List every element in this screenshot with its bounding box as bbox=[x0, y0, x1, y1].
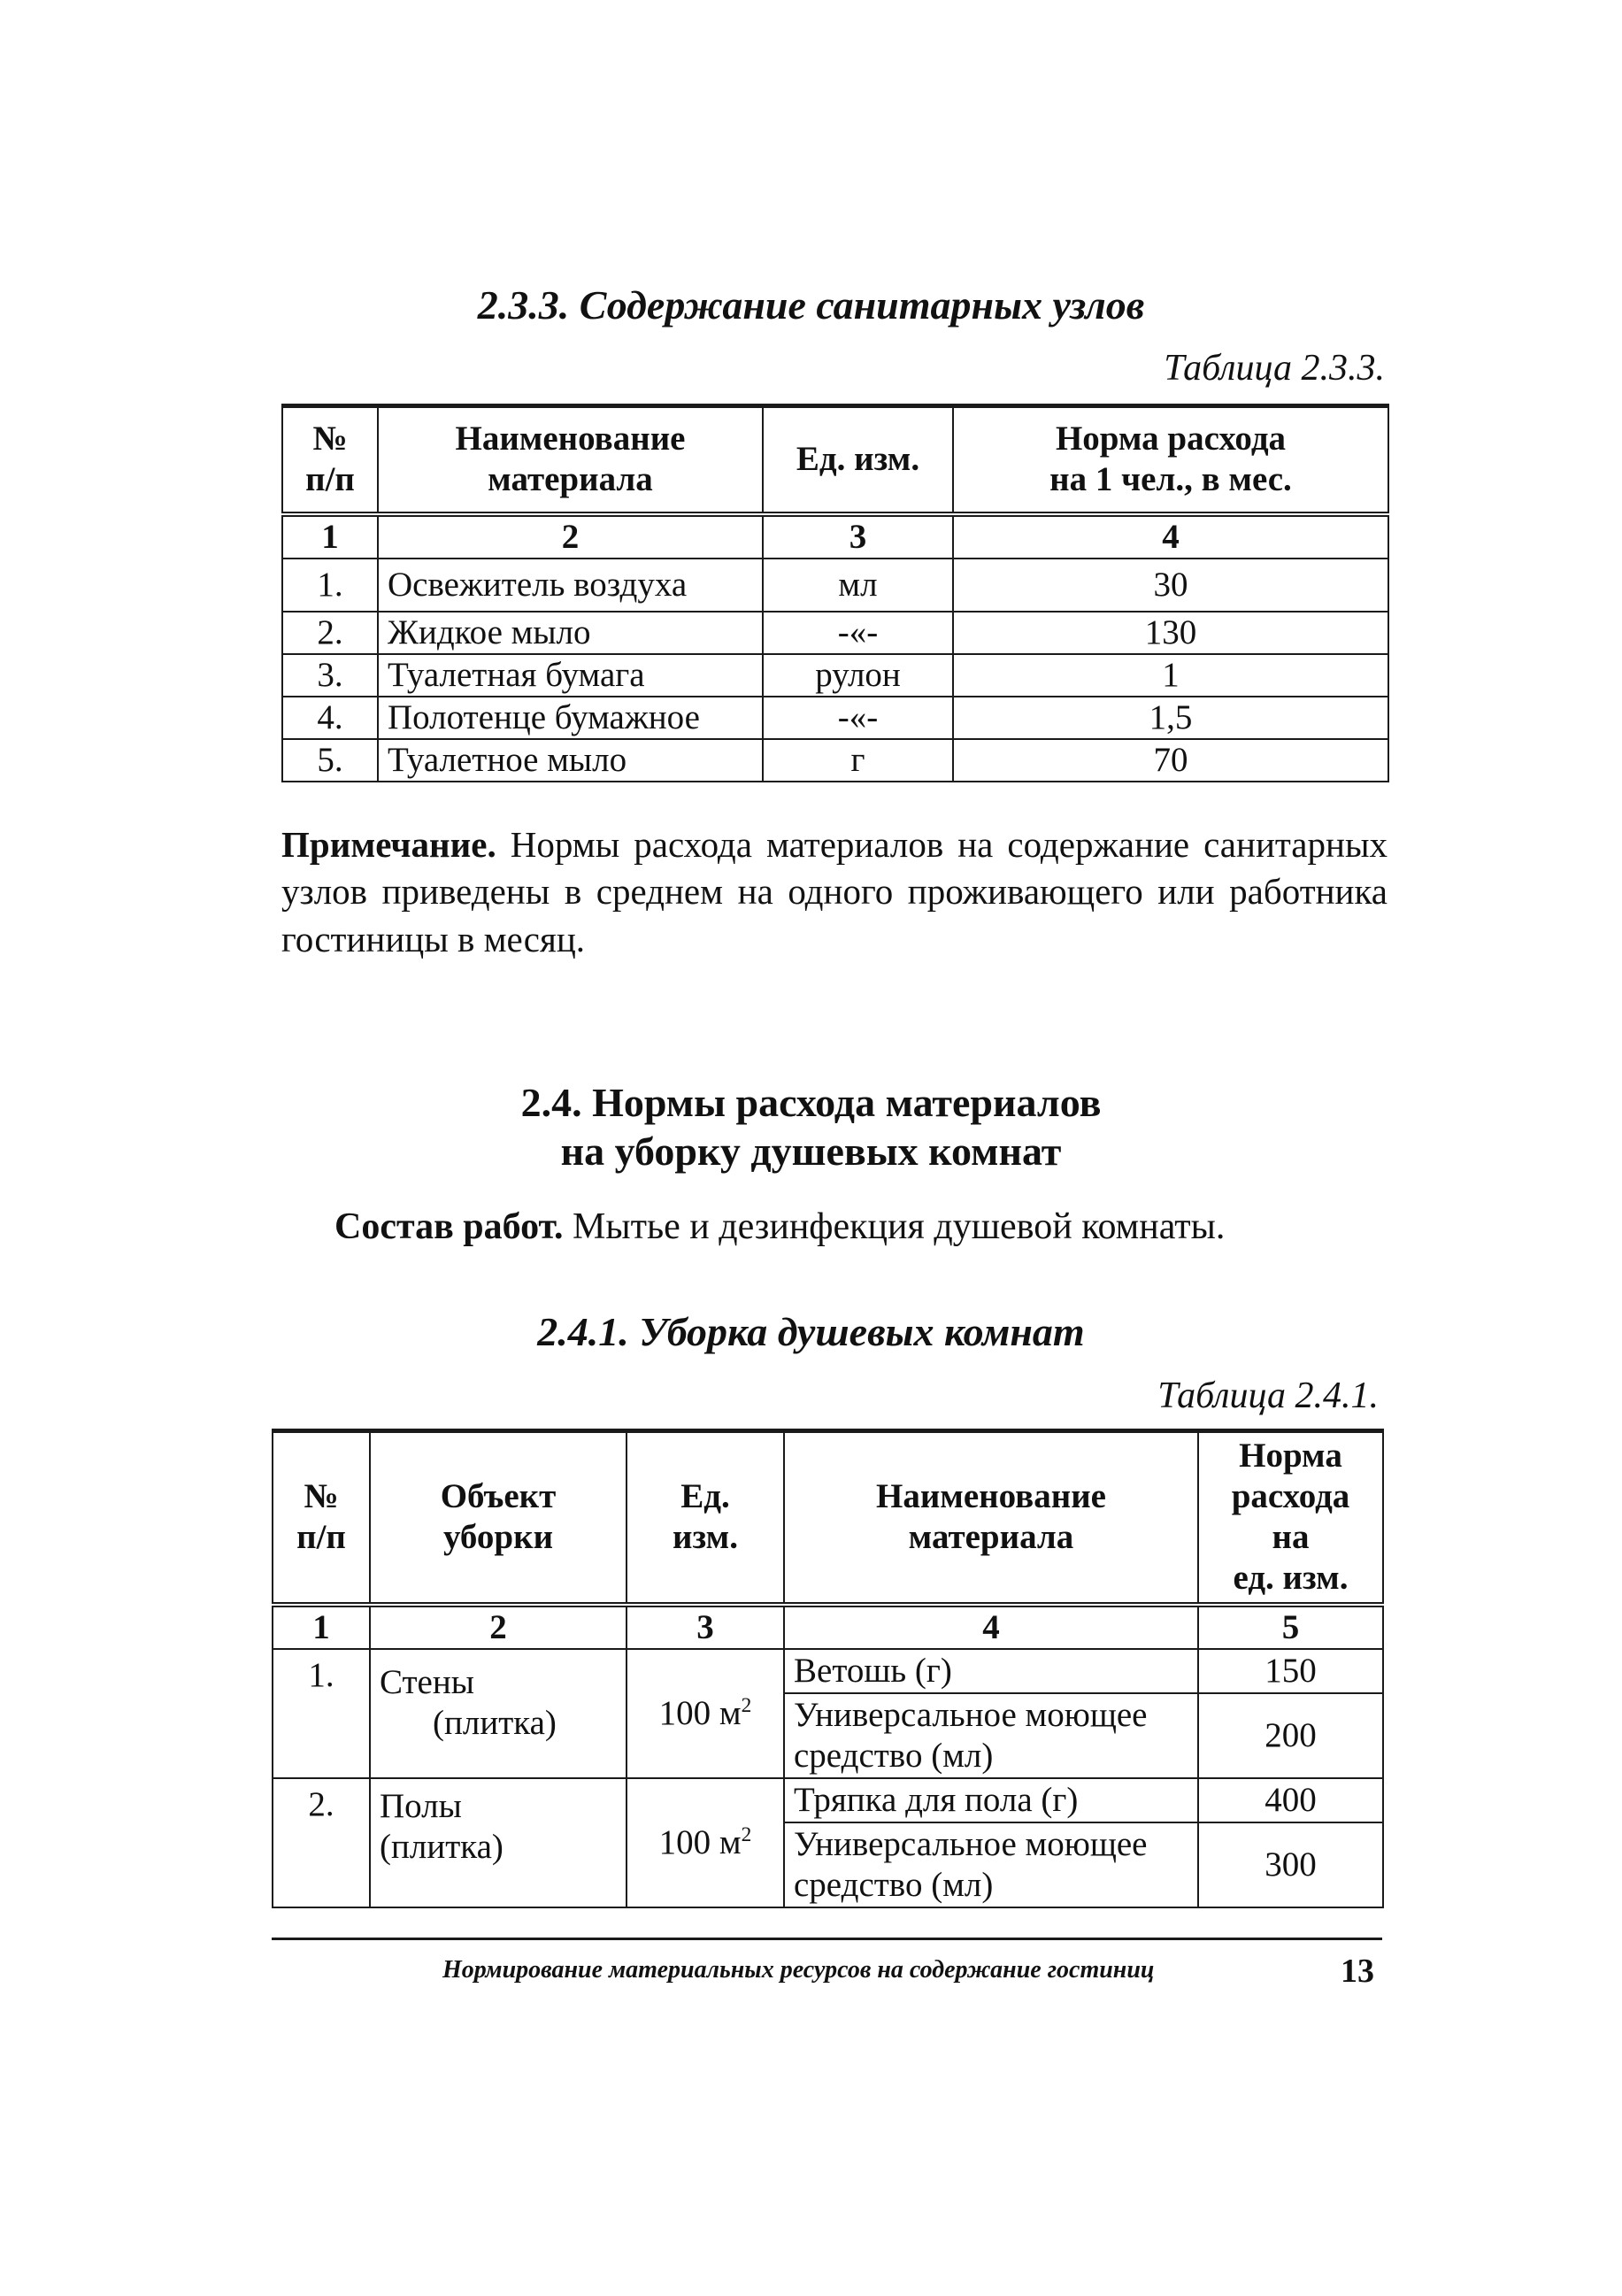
header-unit-line2: изм. bbox=[673, 1518, 738, 1557]
row-object-line2: (плитка) bbox=[380, 1827, 504, 1866]
row-material: Универсальное моющее средство (мл) bbox=[784, 1693, 1198, 1778]
row-norm: 130 bbox=[953, 612, 1388, 654]
row-num: 5. bbox=[282, 739, 378, 782]
row-object bbox=[370, 1649, 627, 1778]
row-unit-value: 100 м bbox=[658, 1693, 742, 1732]
row-unit: г bbox=[763, 739, 953, 782]
header-material-line2: материала bbox=[908, 1518, 1074, 1557]
row-material: Жидкое мыло bbox=[378, 612, 763, 654]
row-norm: 70 bbox=[953, 739, 1388, 782]
table-row bbox=[282, 612, 1388, 654]
header-object-line1: Объект bbox=[440, 1477, 557, 1516]
row-num: 1. bbox=[273, 1649, 370, 1778]
header-material bbox=[378, 406, 763, 514]
row-num: 3. bbox=[282, 654, 378, 697]
footer-title: Нормирование материальных ресурсов на содержание гостиниц bbox=[442, 1956, 1155, 1984]
header-object-line2: уборки bbox=[442, 1518, 554, 1557]
row-unit-value: 100 м bbox=[658, 1822, 742, 1861]
header-material-line1: Наименование bbox=[876, 1477, 1106, 1516]
row-material: Тряпка для пола (г) bbox=[784, 1778, 1198, 1822]
col-number: 3 bbox=[627, 1605, 784, 1649]
row-material: Освежитель воздуха bbox=[378, 559, 763, 612]
footer-rule bbox=[272, 1938, 1382, 1940]
header-unit-line1: Ед. bbox=[680, 1477, 730, 1516]
col-number: 1 bbox=[282, 514, 378, 559]
header-num bbox=[273, 1431, 370, 1605]
col-number: 3 bbox=[763, 514, 953, 559]
row-unit bbox=[627, 1778, 784, 1907]
table-2-3-3 bbox=[281, 404, 1389, 782]
table-row bbox=[282, 739, 1388, 782]
row-num: 4. bbox=[282, 697, 378, 739]
row-unit: рулон bbox=[763, 654, 953, 697]
header-unit: Ед. изм. bbox=[763, 406, 953, 514]
table-caption-2-4-1: Таблица 2.4.1. bbox=[1157, 1375, 1379, 1416]
row-unit: -«- bbox=[763, 697, 953, 739]
column-number-row bbox=[273, 1605, 1383, 1649]
row-num: 2. bbox=[273, 1778, 370, 1907]
note-text: Нормы расхода материалов на содержание санитарных узлов приведены в среднем на одного проживающего или работника гостиницы в месяц. bbox=[281, 824, 1388, 959]
col-number: 1 bbox=[273, 1605, 370, 1649]
row-norm: 30 bbox=[953, 559, 1388, 612]
header-num-line1: № bbox=[304, 1477, 339, 1516]
header-material bbox=[784, 1431, 1198, 1605]
section-title-2-4 bbox=[0, 1078, 1622, 1175]
section-title-2-3-3: 2.3.3. Содержание санитарных узлов bbox=[477, 282, 1145, 327]
table-row bbox=[282, 697, 1388, 739]
header-norm bbox=[953, 406, 1388, 514]
row-object-line1: Стены bbox=[380, 1662, 474, 1701]
row-material: Туалетная бумага bbox=[378, 654, 763, 697]
col-number: 2 bbox=[370, 1605, 627, 1649]
table-row bbox=[273, 1778, 1383, 1822]
col-number: 4 bbox=[784, 1605, 1198, 1649]
row-material: Полотенце бумажное bbox=[378, 697, 763, 739]
col-number: 5 bbox=[1198, 1605, 1383, 1649]
header-material-line1: Наименование bbox=[455, 420, 686, 458]
note-label: Примечание. bbox=[281, 824, 496, 865]
col-number: 2 bbox=[378, 514, 763, 559]
row-material: Туалетное мыло bbox=[378, 739, 763, 782]
section-title-2-4-line2: на уборку душевых комнат bbox=[560, 1129, 1062, 1175]
row-object bbox=[370, 1778, 627, 1907]
work-composition-label: Состав работ. bbox=[334, 1206, 564, 1247]
row-norm: 300 bbox=[1198, 1822, 1383, 1907]
row-norm: 150 bbox=[1198, 1649, 1383, 1693]
col-number: 4 bbox=[953, 514, 1388, 559]
header-norm bbox=[1198, 1431, 1383, 1605]
row-unit-superscript: 2 bbox=[741, 1693, 752, 1717]
row-material: Ветошь (г) bbox=[784, 1649, 1198, 1693]
row-norm: 1 bbox=[953, 654, 1388, 697]
header-norm-line1: Норма расхода bbox=[1055, 420, 1287, 458]
row-object-line2: (плитка) bbox=[433, 1703, 557, 1742]
header-num-line2: п/п bbox=[305, 460, 355, 499]
row-num: 1. bbox=[282, 559, 378, 612]
header-num-line2: п/п bbox=[296, 1518, 346, 1557]
section-title-2-4-1: 2.4.1. Уборка душевых комнат bbox=[537, 1309, 1085, 1354]
row-unit-superscript: 2 bbox=[741, 1822, 752, 1846]
header-norm-line4: ед. изм. bbox=[1233, 1559, 1349, 1598]
work-composition bbox=[334, 1206, 1396, 1248]
row-unit bbox=[627, 1649, 784, 1778]
table-caption-2-3-3: Таблица 2.3.3. bbox=[1164, 348, 1385, 389]
row-material: Универсальное моющее средство (мл) bbox=[784, 1822, 1198, 1907]
table-row bbox=[282, 654, 1388, 697]
row-norm: 1,5 bbox=[953, 697, 1388, 739]
header-norm-line2: на 1 чел., в мес. bbox=[1049, 460, 1292, 499]
table-row bbox=[273, 1649, 1383, 1693]
row-object-line1: Полы bbox=[380, 1786, 462, 1825]
row-num: 2. bbox=[282, 612, 378, 654]
table-2-4-1 bbox=[272, 1429, 1384, 1908]
header-num-line1: № bbox=[312, 420, 348, 458]
row-unit: мл bbox=[763, 559, 953, 612]
table-row bbox=[282, 559, 1388, 612]
row-norm: 200 bbox=[1198, 1693, 1383, 1778]
column-number-row bbox=[282, 514, 1388, 559]
header-norm-line2: расхода bbox=[1231, 1477, 1350, 1516]
header-object bbox=[370, 1431, 627, 1605]
header-num bbox=[282, 406, 378, 514]
table-header-row bbox=[282, 406, 1388, 514]
header-norm-line3: на bbox=[1272, 1518, 1310, 1557]
row-unit: -«- bbox=[763, 612, 953, 654]
row-norm: 400 bbox=[1198, 1778, 1383, 1822]
note-paragraph bbox=[281, 821, 1388, 963]
page-number: 13 bbox=[1341, 1953, 1374, 1990]
header-unit bbox=[627, 1431, 784, 1605]
table-header-row bbox=[273, 1431, 1383, 1605]
work-composition-text: Мытье и дезинфекция душевой комнаты. bbox=[563, 1206, 1226, 1247]
header-norm-line1: Норма bbox=[1239, 1437, 1342, 1475]
header-material-line2: материала bbox=[488, 460, 653, 499]
section-title-2-4-line1: 2.4. Нормы расхода материалов bbox=[520, 1080, 1102, 1125]
